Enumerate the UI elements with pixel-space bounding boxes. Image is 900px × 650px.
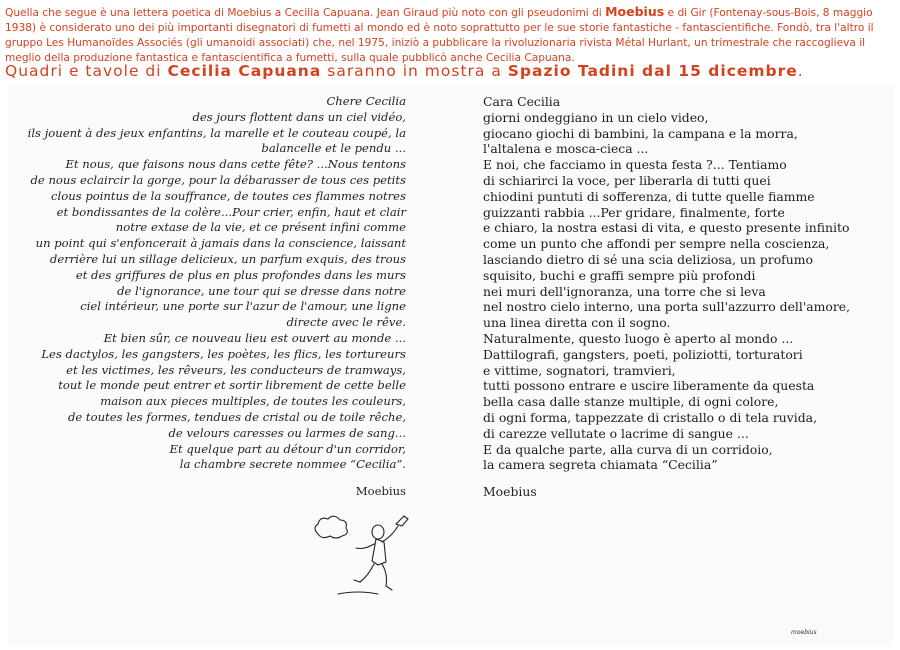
french-signature: Moebius — [355, 484, 406, 498]
italian-letter-line: Naturalmente, questo luogo è aperto al mondo ... — [483, 330, 794, 346]
running-figure-sketch-icon — [308, 504, 428, 609]
drawing-signature: moebius — [791, 629, 817, 636]
french-letter-line: un point qui s'enfoncerait à jamais dans la conscience, laissant — [35, 236, 406, 251]
announce-part1: Quadri e tavole di — [5, 62, 168, 80]
italian-letter — [483, 94, 888, 473]
intro-text-start: Quella che segue è una lettera poetica di Moebius a Cecilia Capuana. Jean Giraud più noto con gli pseudonimi di — [5, 7, 606, 19]
french-letter-line: directe avec le rêve. — [286, 315, 406, 330]
french-letter — [8, 94, 406, 473]
french-letter-line: maison aux pieces multiples, de toutes les couleurs, — [100, 394, 406, 409]
french-letter-line: tout le monde peut entrer et sortir librement de cette belle — [58, 378, 406, 393]
french-letter-line: de nous eclaircir la gorge, pour la débarasser de tous ces petits — [30, 172, 406, 187]
french-letter-line: Chere Cecilia — [326, 94, 406, 108]
italian-letter-line: lasciando dietro di sé una scia deliziosa, un profumo — [483, 251, 813, 267]
french-letter-line: clous pointus de la souffrance, de toutes ces flammes notres — [51, 188, 406, 203]
italian-letter-line: guizzanti rabbia ...Per gridare, finalmente, forte — [483, 204, 785, 220]
intro-text-end: e di Gir (Fontenay-sous-Bois, 8 maggio 1938) è considerato uno dei più importanti disegnatori di fumetti al mondo ed è noto soprattutto per le sue storie fantastiche - fantascientifiche. Fondò, tra l'altro il gruppo Les Humanoïdes Associés (gli umanoidi associati) che, nel 1975, iniziò a pubblicare la rivoluzionaria rivista Métal Hurlant, un trimestrale che raccoglieva il meglio della produzione fantastica e fantascientifica a fumetti, sulla quale pubblicò anche Cecilia Capuana. — [5, 7, 874, 64]
french-letter-line: derrière lui un sillage delicieux, un parfum exquis, des trous — [49, 251, 406, 266]
italian-letter-line: come un punto che affondi per sempre nella coscienza, — [483, 236, 830, 252]
italian-letter-line: Dattilografi, gangsters, poeti, poliziotti, torturatori — [483, 346, 803, 362]
italian-letter-line: tutti possono entrare e uscire liberamente da questa — [483, 378, 815, 394]
italian-letter-line: di ogni forma, tappezzate di cristallo o di tela ruvida, — [483, 409, 818, 425]
french-letter-line: ciel intérieur, une porte sur l'azur de l'amour, une ligne — [80, 299, 406, 314]
french-letter-line: Et nous, que faisons nous dans cette fête? ...Nous tentons — [65, 157, 406, 172]
italian-letter-line: la camera segreta chiamata “Cecilia” — [483, 457, 718, 473]
french-letter-line: balancelle et le pendu ... — [261, 141, 406, 156]
italian-letter-line: squisito, buchi e graffi sempre più profondi — [483, 267, 756, 283]
letter-scan — [8, 84, 894, 646]
italian-letter-line: una linea diretta con il sogno. — [483, 315, 671, 331]
intro-name-moebius: Moebius — [605, 4, 665, 19]
italian-letter-line: chiodini puntuti di sofferenza, di tutte quelle fiamme — [483, 188, 815, 204]
french-letter-line: des jours flottent dans un ciel vidéo, — [192, 109, 406, 124]
announce-artist-name: Cecilia Capuana — [167, 62, 322, 80]
italian-letter-line: E da qualche parte, alla curva di un corridoio, — [483, 441, 773, 457]
italian-letter-line: Cara Cecilia — [483, 94, 561, 109]
italian-letter-line: E noi, che facciamo in questa festa ?... Tentiamo — [483, 157, 787, 173]
french-letter-line: de velours caresses ou larmes de sang... — [168, 425, 406, 440]
french-letter-line: et des griffures de plus en plus profondes dans les murs — [75, 267, 406, 282]
italian-letter-line: e vittime, sognatori, tramvieri, — [483, 362, 676, 378]
italian-letter-line: bella casa dalle stanze multiple, di ogni colore, — [483, 394, 779, 410]
french-letter-line: la chambre secrete nommee “Cecilia”. — [179, 457, 406, 472]
announce-part3: . — [797, 62, 804, 80]
italian-letter-line: nei muri dell'ignoranza, una torre che si leva — [483, 283, 766, 299]
french-letter-line: ils jouent à des jeux enfantins, la marelle et le couteau coupé, la — [27, 125, 406, 140]
exhibition-announcement — [5, 60, 895, 82]
french-letter-line: et bondissantes de la colère...Pour crier, enfin, haut et clair — [56, 204, 406, 219]
announce-venue-date: Spazio Tadini dal 15 dicembre — [507, 62, 798, 80]
french-letter-line: de l'ignorance, une tour qui se dresse dans notre — [117, 283, 406, 298]
intro-paragraph — [5, 4, 893, 66]
italian-signature: Moebius — [483, 484, 537, 499]
italian-letter-line: l'altalena e mosca-cieca ... — [483, 141, 649, 157]
french-letter-line: Et quelque part au détour d'un corridor, — [169, 441, 406, 456]
italian-letter-line: giocano giochi di bambini, la campana e la morra, — [483, 125, 798, 141]
italian-letter-line: di schiarirci la voce, per liberarla di tutti quei — [483, 172, 771, 188]
french-letter-line: Et bien sûr, ce nouveau lieu est ouvert au monde ... — [103, 330, 406, 345]
french-letter-line: de toutes les formes, tendues de cristal ou de toile rêche, — [67, 409, 406, 424]
italian-letter-line: giorni ondeggiano in un cielo video, — [483, 109, 709, 125]
french-letter-line: et les victimes, les rêveurs, les conducteurs de tramways, — [66, 362, 406, 377]
italian-letter-line: di carezze vellutate o lacrime di sangue ... — [483, 425, 749, 441]
announce-part2: saranno in mostra a — [321, 62, 508, 80]
italian-letter-line: e chiaro, la nostra estasi di vita, e questo presente infinito — [483, 220, 850, 236]
french-letter-line: notre extase de la vie, et ce présent infini comme — [115, 220, 406, 235]
italian-letter-line: nel nostro cielo interno, una porta sull'azzurro dell'amore, — [483, 299, 851, 315]
french-letter-line: Les dactylos, les gangsters, les poètes, les flics, les tortureurs — [41, 346, 406, 361]
